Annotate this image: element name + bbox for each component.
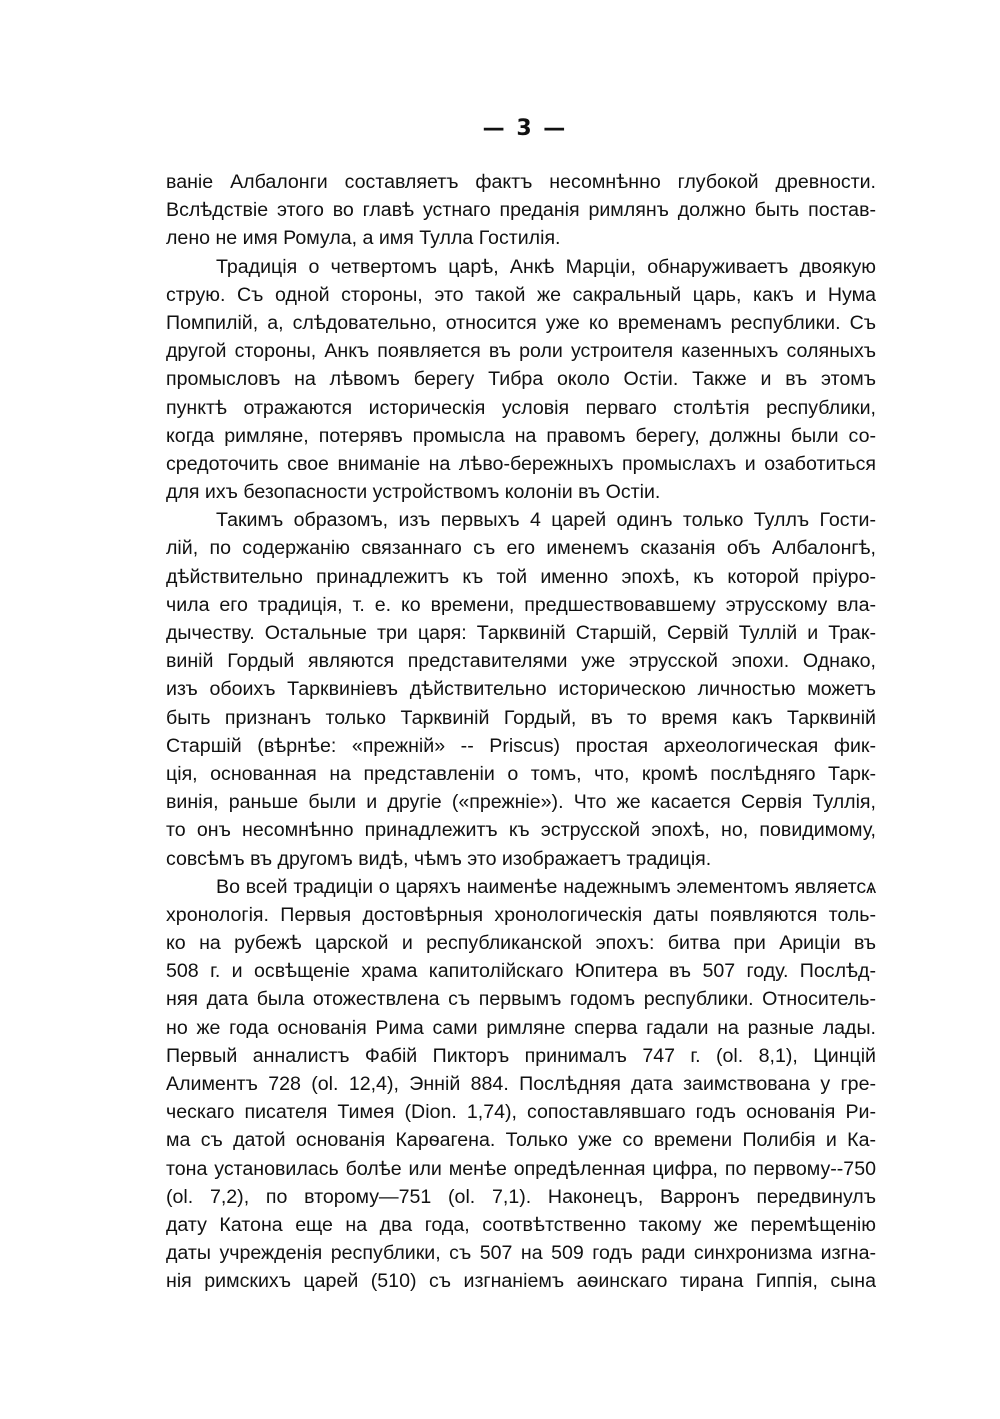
text-line: дѣйствительно принадлежитъ къ той именно эпохѣ, къ которой пріуро-: [166, 565, 876, 588]
text-body: [166, 168, 876, 1296]
text-line: Помпилій, а, слѣдовательно, относится уже ко временамъ республики. Съ: [166, 311, 876, 334]
text-line: лій, по содержанію связаннаго съ его именемъ сказанія объ Албалонгѣ,: [166, 537, 876, 560]
text-line: лено не имя Ромула, а имя Тулла Гостилія.: [166, 227, 561, 250]
text-line: когда римляне, потерявъ промысла на правомъ берегу, должны были со-: [166, 424, 876, 447]
text-line: ція, основанная на представленіи о томъ, что, кромѣ послѣдняго Тарк-: [166, 762, 876, 785]
text-line: ко на рубежѣ царской и республиканской эпохъ: битва при Ариціи въ: [166, 932, 876, 955]
text-line: даты учрежденія республики, съ 507 на 509 годъ ради синхронизма изгна-: [166, 1242, 876, 1265]
text-line: ма съ датой основанія Карѳагена. Только уже со времени Полибія и Ка-: [166, 1129, 876, 1152]
text-line: но же года основанія Рима сами римляне сперва гадали на разные лады.: [166, 1016, 876, 1039]
text-line: быть признанъ только Тарквиній Гордый, въ то время какъ Тарквиній: [166, 706, 876, 729]
text-line: то онъ несомнѣнно принадлежитъ къ эструсской эпохѣ, но, повидимому,: [166, 819, 876, 842]
text-line: струю. Съ одной стороны, это такой же сакральный царь, какъ и Нума: [166, 283, 876, 306]
text-line: 508 г. и освѣщеніе храма капитолійскаго Юпитера въ 507 году. Послѣд-: [166, 960, 876, 983]
text-line: ческаго писателя Тимея (Dion. 1,74), сопоставлявшаго годъ основанія Ри-: [166, 1101, 876, 1124]
text-line: пунктѣ отражаются историческія условія перваго столѣтія республики,: [166, 396, 876, 419]
paragraph: [166, 168, 876, 253]
text-line: Первый анналистъ Фабій Пикторъ принималъ 747 г. (ol. 8,1), Цинцій: [166, 1044, 876, 1067]
text-line: Во всей традиціи о царяхъ наименѣе надежнымъ элементомъ являетсѧ: [216, 875, 876, 898]
text-line: Вслѣдствіе этого во главѣ устнаго преданія римлянъ должно быть постав-: [166, 199, 876, 222]
paragraph: [166, 873, 876, 1296]
text-line: совсѣмъ въ другомъ видѣ, чѣмъ это изображаетъ традиція.: [166, 847, 712, 870]
text-line: (ol. 7,2), по второму—751 (ol. 7,1). Наконецъ, Варронъ передвинулъ: [166, 1185, 876, 1208]
text-line: дычеству. Остальные три царя: Тарквиній Старшій, Сервій Туллій и Трак-: [166, 622, 876, 644]
text-line: Такимъ образомъ, изъ первыхъ 4 царей одинъ только Туллъ Гости-: [216, 509, 876, 532]
text-line: чила его традиція, т. е. ко времени, предшествовавшему этрусскому вла-: [166, 593, 876, 616]
text-line: Старшій (вѣрнѣе: «прежній» -- Priscus) простая археологическая фик-: [166, 734, 876, 757]
page-number: [0, 116, 1000, 141]
text-line: виній Гордый являются представителями уже этрусской эпохи. Однако,: [166, 650, 876, 673]
text-line: винія, раньше были и другіе («прежніе»). Что же касается Сервія Туллія,: [166, 791, 876, 814]
text-line: тона установилась болѣе или менѣе опредѣленная цифра, по первому--750: [166, 1157, 876, 1180]
text-line: Традиція о четвертомъ царѣ, Анкѣ Марціи, обнаруживаетъ двоякую: [216, 255, 876, 278]
text-line: нія римскихъ царей (510) съ изгнаніемъ аѳинскаго тирана Гиппія, сына: [166, 1270, 876, 1293]
text-line: ваніе Албалонги составляетъ фактъ несомнѣнно глубокой древности.: [166, 171, 876, 193]
paragraph: [166, 506, 876, 872]
paragraph: [166, 253, 876, 507]
text-line: Алиментъ 728 (ol. 12,4), Энній 884. Послѣдняя дата заимствована у гре-: [166, 1073, 876, 1095]
text-line: няя дата была отожествлена съ первымъ годомъ республики. Относитель-: [166, 988, 876, 1011]
text-line: изъ обоихъ Тарквиніевъ дѣйствительно историческою личностью можетъ: [166, 678, 876, 701]
page-number-text: — 3 —: [482, 116, 568, 141]
text-line: другой стороны, Анкъ появляется въ роли устроителя казенныхъ соляныхъ: [166, 340, 876, 363]
text-line: для ихъ безопасности устройствомъ колоніи въ Остіи.: [166, 481, 661, 504]
text-line: хронологія. Первыя достовѣрныя хронологическія даты появляются толь-: [166, 903, 876, 926]
text-line: промысловъ на лѣвомъ берегу Тибра около Остіи. Также и въ этомъ: [166, 368, 876, 391]
text-line: дату Катона еще на два года, соотвѣтственно такому же перемѣщенію: [166, 1213, 876, 1236]
text-line: средоточить свое вниманіе на лѣво-бережныхъ промыслахъ и озаботиться: [166, 452, 876, 475]
